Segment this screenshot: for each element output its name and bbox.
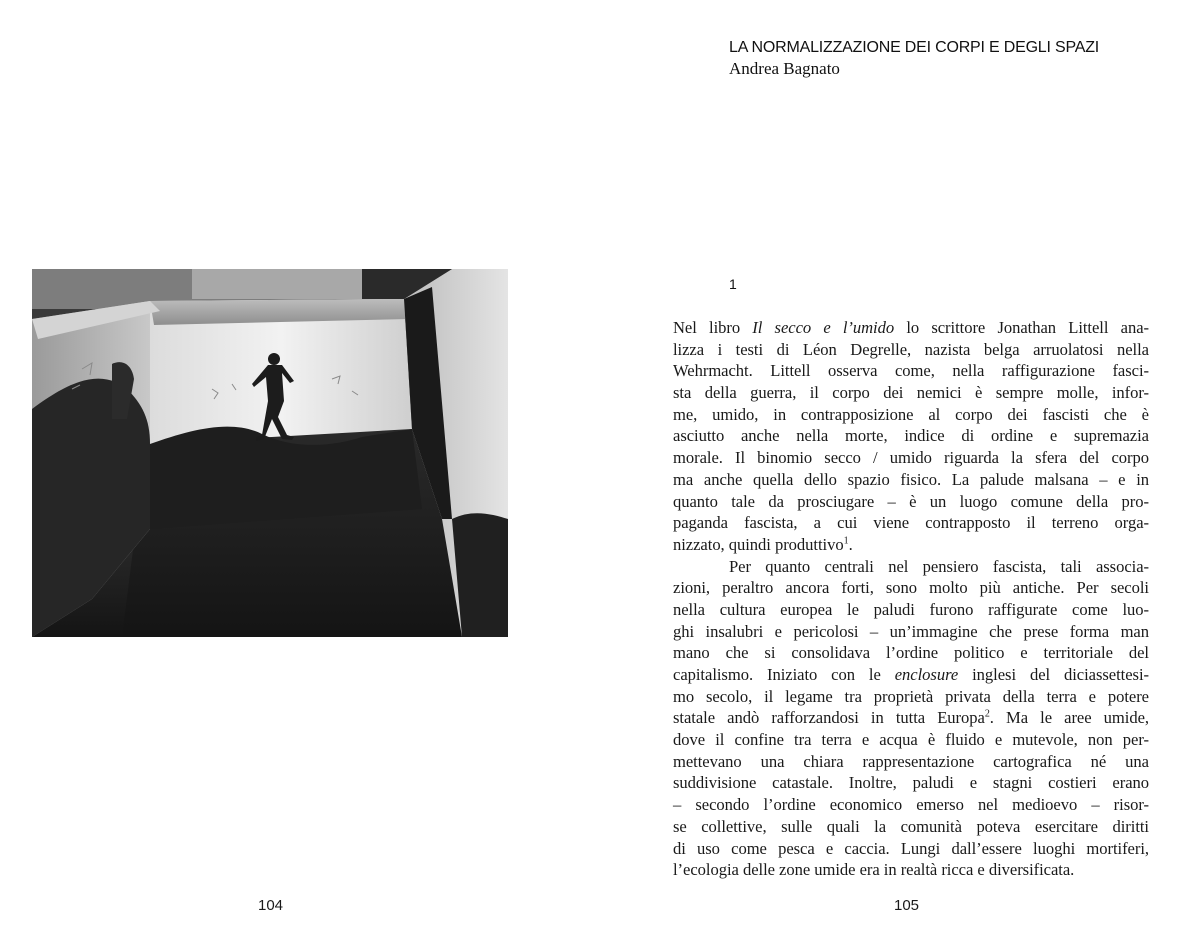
text-line: [673, 599, 1149, 621]
text-run: se collettive, sulle quali la comunità poteva esercitare diritti: [673, 816, 1149, 836]
text-run: me, umido, in contrapposizione al corpo dei fascisti che è: [673, 404, 1149, 424]
text-run: quanto tale da prosciugare – è un luogo comune della pro-: [673, 491, 1149, 511]
page-number: 105: [894, 897, 920, 914]
text-line: [673, 360, 1149, 382]
text-run: Nel libro: [673, 318, 753, 337]
running-title: LA NORMALIZZAZIONE DEI CORPI E DEGLI SPAZI: [729, 39, 1100, 56]
text-run: ma anche quella dello spazio fisico. La palude malsana – e in: [673, 469, 1149, 489]
text-run: nizzato, quindi produttivo: [673, 534, 844, 554]
text-line: [673, 577, 1149, 599]
text-run: Wehrmacht. Littell osserva come, nella raffigurazione fasci-: [673, 361, 1149, 381]
running-head: [729, 38, 1169, 80]
text-run: l’ecologia delle zone umide era in realtà ricca e diversificata.: [673, 860, 1075, 880]
text-run: paganda fascista, a cui viene contrapposto il terreno orga-: [673, 513, 1149, 533]
text-line: [673, 859, 1149, 881]
text-line: [673, 794, 1149, 816]
text-line: [673, 339, 1149, 361]
text-run: 1: [843, 535, 849, 547]
text-line: [673, 816, 1149, 838]
text-run: . Ma le aree umide,: [989, 708, 1149, 728]
text-run: – secondo l’ordine economico emerso nel medioevo – risor-: [673, 795, 1149, 815]
text-run: ghi insalubri e pericolosi – un’immagine che prese forma man: [673, 621, 1149, 641]
text-line: [673, 556, 1149, 578]
text-line: [673, 621, 1149, 643]
text-line: [673, 534, 1149, 556]
text-run: capitalismo. Iniziato con le: [673, 665, 895, 684]
author-name: Andrea Bagnato: [729, 59, 840, 78]
paragraph-2: [673, 556, 1149, 881]
text-run: dove il confine tra terra e acqua è fluido e mutevole, non per-: [673, 730, 1149, 750]
section-number: 1: [729, 276, 737, 292]
text-run: statale andò rafforzandosi in tutta Europa: [673, 708, 985, 728]
text-run: lo scrittore Jonathan Littell ana-: [894, 318, 1149, 337]
text-run: Per quanto centrali nel pensiero fascista, tali associa-: [729, 556, 1149, 576]
text-run: 2: [984, 708, 990, 720]
text-line: [673, 707, 1149, 729]
text-line: [673, 664, 1149, 686]
text-run: zioni, peraltro ancora forti, sono molto più antiche. Per secoli: [673, 578, 1149, 598]
left-page: [0, 0, 590, 945]
text-run: .: [848, 534, 853, 554]
text-run: suddivisione catastale. Inoltre, paludi e stagni costieri erano: [673, 773, 1149, 793]
text-run: sta della guerra, il corpo dei nemici è sempre molle, infor-: [673, 383, 1149, 403]
text-run: nella cultura europea le paludi furono raffigurate come luo-: [673, 599, 1149, 619]
text-line: [673, 642, 1149, 664]
text-run: enclosure: [894, 665, 959, 684]
text-run: mano che si consolidava l’ordine politico e territoriale del: [673, 643, 1149, 663]
text-line: [673, 469, 1149, 491]
text-line: [673, 317, 1149, 339]
right-page: [590, 0, 1181, 945]
text-line: [673, 382, 1149, 404]
text-line: [673, 838, 1149, 860]
text-line: [673, 729, 1149, 751]
text-line: [673, 404, 1149, 426]
text-run: morale. Il binomio secco / umido riguarda la sfera del corpo: [673, 448, 1149, 468]
text-line: [673, 512, 1149, 534]
photograph: [32, 269, 508, 637]
text-line: [673, 491, 1149, 513]
text-line: [673, 447, 1149, 469]
text-line: [673, 772, 1149, 794]
page-number: 104: [258, 897, 284, 914]
text-run: inglesi del diciassettesi-: [958, 665, 1150, 684]
text-line: [673, 425, 1149, 447]
text-line: [673, 751, 1149, 773]
text-run: asciutto anche nella morte, indice di ordine e supremazia: [673, 426, 1149, 446]
text-line: [673, 686, 1149, 708]
text-run: di uso come pesca e caccia. Lungi dall’essere luoghi mortiferi,: [673, 838, 1149, 858]
text-run: mettevano una chiara rappresentazione cartografica né una: [673, 751, 1149, 771]
body-text: [673, 317, 1149, 881]
text-run: Il secco e l’umido: [752, 318, 895, 337]
text-run: mo secolo, il legame tra proprietà privata della terra e potere: [673, 686, 1149, 706]
paragraph-1: [673, 317, 1149, 556]
text-run: lizza i testi di Léon Degrelle, nazista belga arruolatosi nella: [673, 339, 1149, 359]
